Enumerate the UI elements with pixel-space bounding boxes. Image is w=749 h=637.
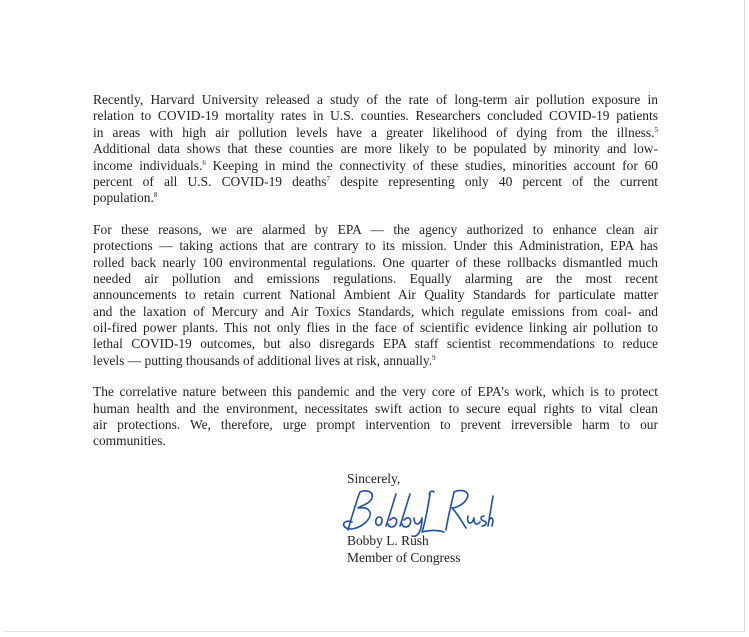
- paragraph-2: [93, 222, 658, 370]
- signer-name: Bobby L. Rush: [347, 533, 429, 548]
- footnote-ref: 8: [153, 191, 158, 200]
- text-line: protections — taking actions that are contrary to its mission. Under this Administration, EPA has: [93, 238, 658, 254]
- text-line: income individuals.$^6$ Keeping in mind the connectivity of these studies, minorities account for 60: [93, 157, 658, 173]
- signer-title: Member of Congress: [347, 550, 461, 565]
- text-line: percent of all U.S. COVID-19 deaths$^7$ despite representing only 40 percent of the current: [93, 173, 658, 189]
- letter-body: [93, 92, 658, 465]
- closing-salutation: Sincerely,: [347, 471, 401, 486]
- text-line: Additional data shows that these counties are more likely to be populated by minority and low-: [93, 141, 658, 157]
- handwritten-signature: [334, 486, 494, 538]
- text-line: lethal COVID-19 outcomes, but also disregards EPA staff scientist recommendations to reduce: [93, 336, 658, 352]
- text-line: relation to COVID-19 mortality rates in U.S. counties. Researchers concluded COVID-19 patients: [93, 108, 658, 124]
- footnote-ref: 6: [202, 158, 206, 167]
- text-line: rolled back nearly 100 environmental regulations. One quarter of these rollbacks dismantled much: [93, 254, 658, 270]
- text-line: population.$^8$: [93, 190, 158, 206]
- text-line: oil-fired power plants. This not only flies in the face of scientific evidence linking air pollution to: [93, 320, 658, 336]
- signature-text: Bobby L. Rush: [334, 486, 341, 487]
- text-line: air protections. We, therefore, urge prompt intervention to prevent irreversible harm to our: [93, 417, 658, 433]
- text-line: and the laxation of Mercury and Air Toxics Standards, which regulate emissions from coal- and: [93, 303, 658, 319]
- paragraph-3: [93, 384, 658, 450]
- text-line: Recently, Harvard University released a study of the rate of long-term air pollution exposure in: [93, 92, 658, 107]
- footnote-ref: 5: [654, 125, 658, 134]
- text-line: in areas with high air pollution levels have a greater likelihood of dying from the illness.$^5$: [93, 124, 658, 140]
- signature-block: [347, 532, 460, 566]
- paragraph-1: [93, 92, 658, 207]
- text-line: For these reasons, we are alarmed by EPA — the agency authorized to enhance clean air: [93, 221, 658, 237]
- footnote-ref: 9: [432, 353, 436, 362]
- text-line: human health and the environment, necessitates swift action to secure equal rights to vital clean: [93, 400, 658, 416]
- text-line: communities.: [93, 433, 166, 449]
- text-line: announcements to retain current National Ambient Air Quality Standards for particulate matter: [93, 287, 658, 303]
- text-line: The correlative nature between this pandemic and the very core of EPA’s work, which is to protect: [93, 384, 658, 400]
- footnote-ref: 7: [326, 174, 330, 183]
- text-line: levels — putting thousands of additional lives at risk, annually.$^9$: [93, 352, 436, 368]
- text-line: needed air pollution and emissions regulations. Equally alarming are the most recent: [93, 270, 658, 286]
